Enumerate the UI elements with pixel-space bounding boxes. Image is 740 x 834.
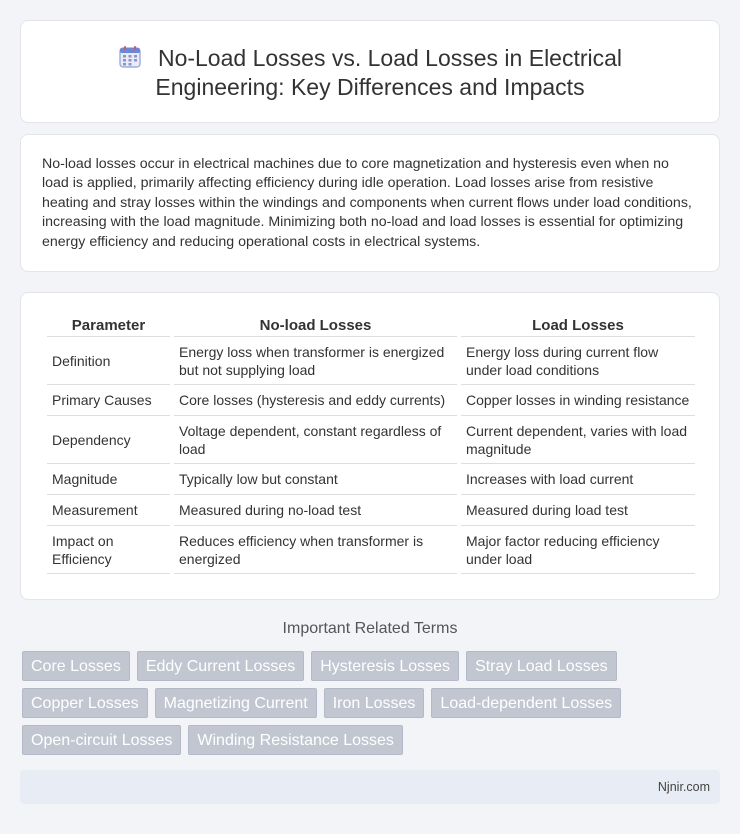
footer [20, 770, 720, 804]
footer-site-name: Njnir.com [657, 780, 710, 794]
table-cell: Core losses (hysteresis and eddy currents) [174, 385, 457, 416]
related-terms-list [22, 651, 722, 755]
header-no-load: No-load Losses [174, 315, 457, 337]
table-cell: Current dependent, varies with load magnitude [461, 416, 695, 464]
table-cell: Copper losses in winding resistance [461, 385, 695, 416]
table-row [47, 416, 695, 464]
table-cell: Energy loss when transformer is energized but not supplying load [174, 337, 457, 385]
header-load: Load Losses [461, 315, 695, 337]
tag-stray-load-losses[interactable]: Stray Load Losses [466, 651, 617, 681]
table-cell: Dependency [47, 416, 170, 464]
title-line-2: Engineering: Key Differences and Impacts [155, 74, 585, 100]
tag-magnetizing-current[interactable]: Magnetizing Current [155, 688, 317, 718]
related-terms-heading: Important Related Terms [282, 620, 458, 637]
page-title [21, 44, 719, 102]
tag-open-circuit-losses[interactable]: Open-circuit Losses [22, 725, 181, 755]
table-cell: Measurement [47, 495, 170, 526]
table-row [47, 464, 695, 495]
table-cell: Primary Causes [47, 385, 170, 416]
intro-card [20, 134, 720, 272]
table-cell: Energy loss during current flow under load conditions [461, 337, 695, 385]
table-cell: Impact on Efficiency [47, 526, 170, 574]
comparison-card [20, 292, 720, 600]
tag-load-dependent-losses[interactable]: Load-dependent Losses [431, 688, 621, 718]
header-parameter: Parameter [47, 315, 170, 337]
tag-iron-losses[interactable]: Iron Losses [324, 688, 425, 718]
table-row [47, 385, 695, 416]
table-cell: Reduces efficiency when transformer is energized [174, 526, 457, 574]
table-row [47, 526, 695, 574]
table-cell: Measured during load test [461, 495, 695, 526]
table-cell: Magnitude [47, 464, 170, 495]
tag-copper-losses[interactable]: Copper Losses [22, 688, 148, 718]
title-card [20, 20, 720, 123]
tag-winding-resistance-losses[interactable]: Winding Resistance Losses [188, 725, 403, 755]
table-row [47, 495, 695, 526]
tag-core-losses[interactable]: Core Losses [22, 651, 130, 681]
table-cell: Typically low but constant [174, 464, 457, 495]
tag-hysteresis-losses[interactable]: Hysteresis Losses [311, 651, 459, 681]
title-line-1: No-Load Losses vs. Load Losses in Electrical [157, 45, 623, 71]
table-cell: Definition [47, 337, 170, 385]
table-row [47, 337, 695, 385]
table-cell: Increases with load current [461, 464, 695, 495]
table-cell: Voltage dependent, constant regardless of load [174, 416, 457, 464]
table-header-row [47, 315, 695, 337]
table-cell: Major factor reducing efficiency under load [461, 526, 695, 574]
comparison-table [43, 315, 699, 574]
calendar-icon [118, 45, 142, 69]
table-cell: Measured during no-load test [174, 495, 457, 526]
intro-paragraph: No-load losses occur in electrical machines due to core magnetization and hysteresis even when no load is applied, primarily affecting efficiency during idle operation. Load losses arise from resistive heating and stray losses within the windings and components when current flows under load conditions, increasing with the load magnitude. Minimizing both no-load and load losses is essential for optimizing energy efficiency and reducing operational costs in electrical systems. [42, 156, 692, 250]
tag-eddy-current-losses[interactable]: Eddy Current Losses [137, 651, 304, 681]
